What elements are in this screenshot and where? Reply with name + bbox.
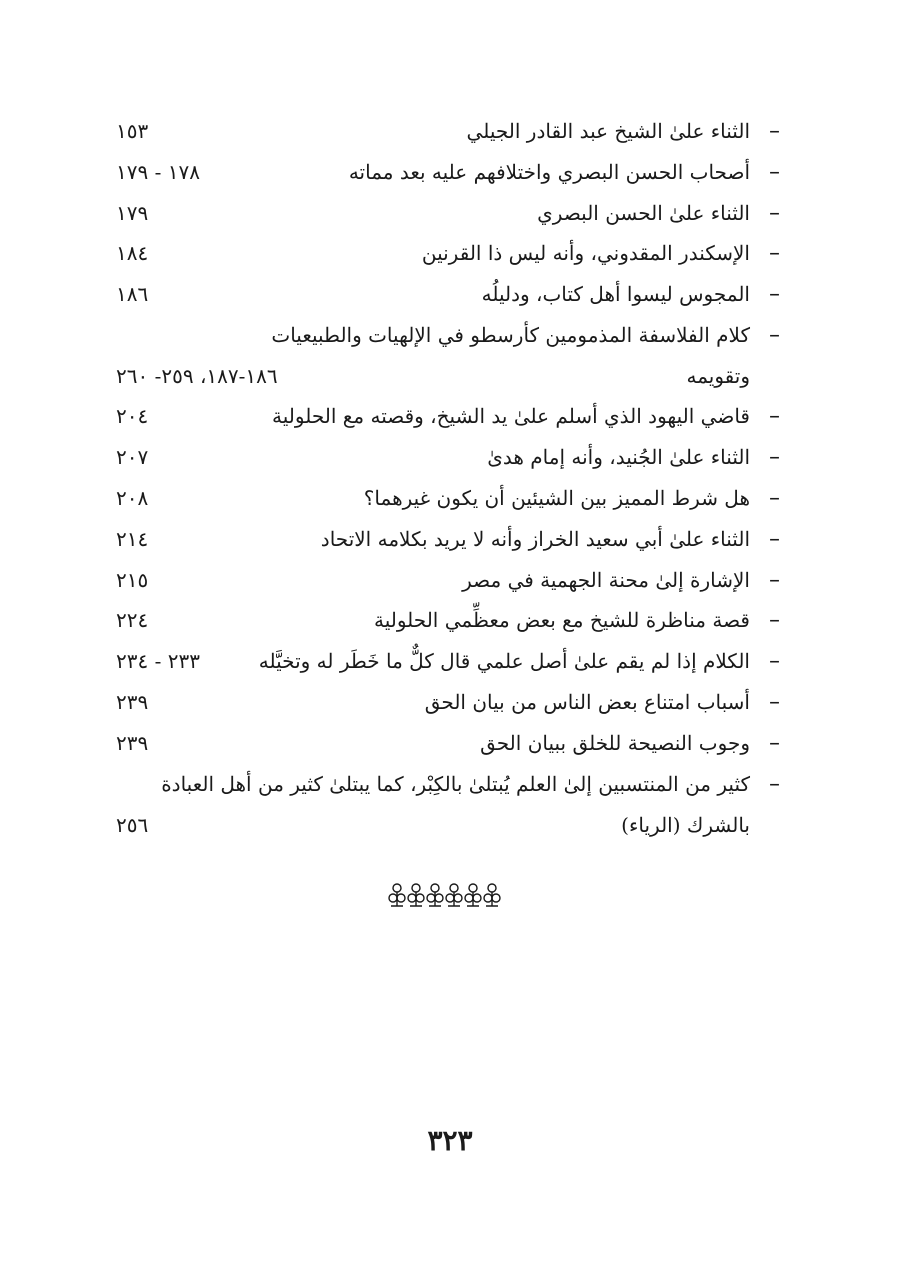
entry-text: الثناء علىٰ أبي سعيد الخراز وأنه لا يريد بكلامه الاتحاد [320, 527, 750, 551]
bullet-dash: – [769, 690, 780, 715]
bullet-dash: – [769, 201, 780, 226]
entry-text: قصة مناظرة للشيخ مع بعض معظِّمي الحلولية [374, 608, 750, 632]
toc-entry [110, 112, 780, 152]
bullet-dash: – [769, 160, 780, 185]
entry-text: وجوب النصيحة للخلق ببيان الحق [480, 731, 750, 755]
toc-entry [110, 683, 780, 723]
toc-entry [110, 316, 780, 356]
entry-text: الإسكندر المقدوني، وأنه ليس ذا القرنين [421, 241, 750, 265]
entry-continuation-text: وتقويمه [686, 364, 750, 388]
toc-entry-continuation [110, 806, 780, 846]
entry-text: أسباب امتناع بعض الناس من بيان الحق [424, 690, 750, 714]
bullet-dash: – [769, 486, 780, 511]
entry-page: ١٥٣ [116, 119, 149, 143]
toc-entry [110, 194, 780, 234]
entry-page: ١٨٦ [116, 282, 149, 306]
bullet-dash: – [769, 445, 780, 470]
bullet-dash: – [769, 282, 780, 307]
bullet-dash: – [769, 404, 780, 429]
bullet-dash: – [769, 119, 780, 144]
floral-ornament-icon [388, 880, 504, 910]
bullet-dash: – [769, 527, 780, 552]
entry-text: الثناء علىٰ الجُنيد، وأنه إمام هدىٰ [487, 445, 750, 469]
entry-page: ٢٢٤ [116, 608, 149, 632]
toc-entry [110, 275, 780, 315]
toc-entry [110, 438, 780, 478]
toc-entry [110, 642, 780, 682]
toc-entry [110, 765, 780, 805]
entry-page: ١٧٩ [116, 201, 149, 225]
entry-page: ٢٠٤ [116, 404, 149, 428]
entry-text: الثناء علىٰ الحسن البصري [537, 201, 750, 225]
entry-page: ٢٠٨ [116, 486, 149, 510]
bullet-dash: – [769, 323, 780, 348]
entry-page: ٢٠٧ [116, 445, 149, 469]
toc-entry [110, 520, 780, 560]
entry-page: ٢٥٦ [116, 813, 149, 837]
entry-continuation-text: بالشرك (الرياء) [621, 813, 750, 837]
toc-entry [110, 561, 780, 601]
toc-entry [110, 153, 780, 193]
entry-page: ٢٣٣ - ٢٣٤ [116, 649, 200, 673]
entry-text: المجوس ليسوا أهل كتاب، ودليلُه [481, 282, 750, 306]
entry-text: الكلام إذا لم يقم علىٰ أصل علمي قال كلٌّ ما خَطَر له وتخيَّله [258, 649, 750, 673]
bullet-dash: – [769, 772, 780, 797]
entry-text: هل شرط المميز بين الشيئين أن يكون غيرهما؟ [363, 486, 750, 510]
bullet-dash: – [769, 568, 780, 593]
entry-page: ١٨٦-١٨٧، ٢٥٩- ٢٦٠ [116, 364, 278, 388]
bullet-dash: – [769, 241, 780, 266]
toc-entry [110, 601, 780, 641]
toc-entry [110, 479, 780, 519]
entry-text: الإشارة إلىٰ محنة الجهمية في مصر [462, 568, 750, 592]
toc-entry [110, 234, 780, 274]
bullet-dash: – [769, 649, 780, 674]
toc-entry [110, 397, 780, 437]
entry-page: ٢٣٩ [116, 690, 149, 714]
entry-text: أصحاب الحسن البصري واختلافهم عليه بعد مماته [348, 160, 750, 184]
toc-entry [110, 724, 780, 764]
entry-page: ١٧٨ - ١٧٩ [116, 160, 200, 184]
entry-text: كثير من المنتسبين إلىٰ العلم يُبتلىٰ بالكِبْر، كما يبتلىٰ كثير من أهل العبادة [161, 772, 750, 796]
bullet-dash: – [769, 731, 780, 756]
page-number: ٣٢٣ [427, 1124, 473, 1157]
toc-entry-continuation [110, 357, 780, 397]
entry-page: ٢٣٩ [116, 731, 149, 755]
entry-page: ٢١٤ [116, 527, 149, 551]
entry-text: قاضي اليهود الذي أسلم علىٰ يد الشيخ، وقصته مع الحلولية [272, 404, 750, 428]
entry-text: الثناء علىٰ الشيخ عبد القادر الجيلي [466, 119, 750, 143]
entry-text: كلام الفلاسفة المذمومين كأرسطو في الإلهيات والطبيعيات [271, 323, 750, 347]
bullet-dash: – [769, 608, 780, 633]
entry-page: ١٨٤ [116, 241, 149, 265]
entry-page: ٢١٥ [116, 568, 149, 592]
